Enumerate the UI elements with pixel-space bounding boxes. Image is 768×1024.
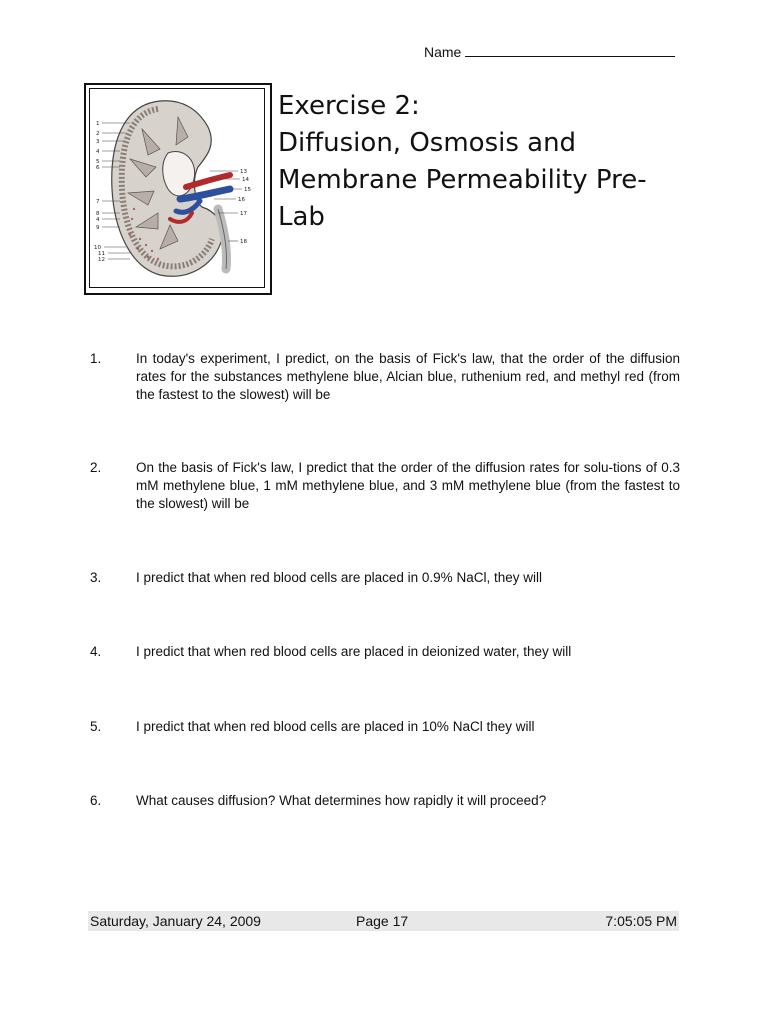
figure-label: 5 [96, 159, 100, 165]
title-line: Diffusion, Osmosis and [278, 128, 577, 158]
footer-page-number: Page 17 [356, 913, 409, 929]
figure-label: 6 [96, 165, 100, 171]
footer-time: 7:05:05 PM [605, 913, 677, 929]
name-label: Name [424, 44, 462, 60]
kidney-illustration [89, 88, 265, 288]
figure-label: 7 [96, 199, 100, 205]
figure-label: 3 [96, 139, 100, 145]
figure-label: 12 [98, 257, 105, 263]
kidney-cross-section-image [90, 89, 264, 287]
figure-label: 4 [96, 149, 100, 155]
figure-label: 2 [96, 131, 100, 137]
figure-label: 16 [238, 197, 245, 203]
question-number: 1. [90, 351, 102, 366]
question-text: What causes diffusion? What determines how rapidly it will proceed? [136, 793, 547, 808]
question-1 [90, 350, 680, 404]
question-6 [90, 792, 680, 810]
question-text: I predict that when red blood cells are placed in 10% NaCl they will [136, 719, 535, 734]
question-text: I predict that when red blood cells are placed in deionized water, they will [136, 644, 572, 659]
exercise-title [278, 88, 678, 236]
question-number: 5. [90, 719, 102, 734]
title-line: Membrane Permeability Pre- [278, 165, 647, 195]
figure-label: 15 [244, 187, 251, 193]
figure-label: 11 [98, 251, 105, 257]
question-text: I predict that when red blood cells are placed in 0.9% NaCl, they will [136, 570, 542, 585]
kidney-illustration-frame [84, 83, 272, 295]
question-number: 4. [90, 644, 102, 659]
page-footer [88, 911, 679, 931]
figure-label: 14 [242, 177, 249, 183]
question-number: 6. [90, 793, 102, 808]
name-blank-line[interactable] [465, 44, 675, 57]
title-line: Lab [278, 202, 325, 232]
figure-label: 9 [96, 225, 100, 231]
question-3 [90, 569, 680, 587]
figure-label: 4 [96, 217, 100, 223]
question-2 [90, 459, 680, 513]
question-number: 3. [90, 570, 102, 585]
question-number: 2. [90, 460, 102, 475]
figure-label: 17 [240, 211, 247, 217]
footer-date: Saturday, January 24, 2009 [90, 913, 261, 929]
figure-label: 18 [240, 239, 247, 245]
name-field [424, 44, 675, 60]
figure-label: 1 [96, 121, 100, 127]
question-5 [90, 718, 680, 736]
question-text: In today's experiment, I predict, on the basis of Fick's law, that the order of the diffusion rates for the substances methylene blue, Alcian blue, ruthenium red, and methyl red (from the fastest to the slowest) will be [136, 351, 680, 402]
figure-label: 10 [94, 245, 101, 251]
figure-label: 13 [240, 169, 247, 175]
question-text: On the basis of Fick's law, I predict that the order of the diffusion rates for solu-tions of 0.3 mM methylene blue, 1 mM methylene blue, and 3 mM methylene blue (from the fastest to the slowest) will be [136, 460, 680, 511]
question-4 [90, 643, 680, 661]
figure-label: 8 [96, 211, 100, 217]
title-line: Exercise 2: [278, 91, 420, 121]
